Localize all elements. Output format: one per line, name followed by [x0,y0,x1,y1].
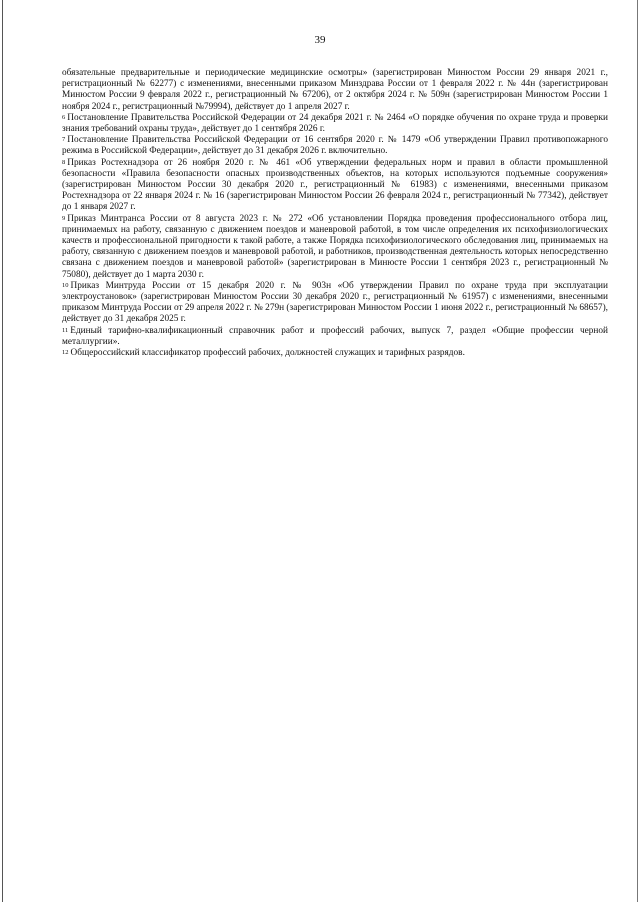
footnote-8 [62,158,608,214]
footnote-12 [62,348,608,359]
footnote-mark: 12 [62,349,69,357]
footnote-mark: 8 [62,158,66,166]
footnote-mark: 7 [62,136,66,144]
footnote-text: Постановление Правительства Российской Федерации от 16 сентября 2020 г. № 1479 «Об утверждении Правил противопожарного режима в Российской Федерации», действует до 31 декабря 2026 г. включительно. [62,135,608,157]
footnotes-block [62,68,608,359]
footnote-10 [62,281,608,326]
footnote-text: Общероссийский классификатор профессий рабочих, должностей служащих и тарифных разрядов. [70,348,465,359]
footnote-11 [62,326,608,348]
footnote-mark: 10 [62,281,69,289]
scan-edge-right [637,0,638,902]
footnote-7 [62,135,608,157]
footnote-text: Приказ Минтруда России от 15 декабря 2020 г. № 903н «Об утверждении Правил по охране труда при эксплуатации электроустановок» (зарегистрирован Минюстом России 30 декабря 2020 г., регистрационный № 61957) с изменениями, внесенными приказом Минтруда России от 29 апреля 2022 г. № 279н (зарегистрирован Минюстом России 1 июня 2022 г., регистрационный № 68657), действует до 31 декабря 2025 г. [62,280,608,325]
footnote-text: Приказ Ростехнадзора от 26 ноября 2020 г. № 461 «Об утверждении федеральных норм и правил в области промышленной безопасности «Правила безопасности опасных производственных объектов, на которых используются подъемные сооружения» (зарегистрирован Минюстом России 30 декабря 2020 г., регистрационный № 61983) с изменениями, внесенными приказом Ростехнадзора от 22 января 2024 г. № 16 (зарегистрирован Минюстом России 26 февраля 2024 г., регистрационный № 77342), действует до 1 января 2027 г. [62,157,608,213]
footnote-mark: 9 [62,214,66,222]
footnote-text: Приказ Минтранса России от 8 августа 2023 г. № 272 «Об установлении Порядка проведения профессионального отбора лиц, принимаемых на работу, связанную с движением поездов и маневровой работой, в том числе определения их психофизиологических качеств и профессиональной пригодности к такой работе, а также Порядка психофизиологического обследования лиц, принимаемых на работу, связанную с движением поездов и маневровой работой, и работников, производственная деятельность которых непосредственно связана с движением поездов и маневровой работой» (зарегистрирован в Минюсте России 1 сентября 2023 г., регистрационный № 75080), действует до 1 марта 2030 г. [62,213,608,280]
footnote-text: Постановление Правительства Российской Федерации от 24 декабря 2021 г. № 2464 «О порядке обучения по охране труда и проверки знания требований охраны труда», действует до 1 сентября 2026 г. [62,112,608,135]
footnote-text: Единый тарифно-квалификационный справочник работ и профессий рабочих, выпуск 7, раздел «Общие профессии черной металлургии». [62,325,608,347]
scan-edge-left [2,0,3,902]
footnote-continuation [62,68,608,113]
footnote-text: обязательные предварительные и периодические медицинские осмотры» (зарегистрирован Минюстом России 29 января 2021 г., регистрационный № 62277) с изменениями, внесенными приказом Минздрава России от 1 февраля 2022 г. № 44н (зарегистрирован Минюстом России 9 февраля 2022 г., регистрационный № 67206), от 2 октября 2024 г. № 509н (зарегистрирован Минюстом России 1 ноября 2024 г., регистрационный №79994), действует до 1 апреля 2027 г. [62,68,608,112]
page-number: 39 [314,34,326,46]
footnote-6 [62,113,608,135]
footnote-mark: 11 [62,326,69,334]
footnote-9 [62,214,608,281]
footnote-mark: 6 [62,113,66,121]
